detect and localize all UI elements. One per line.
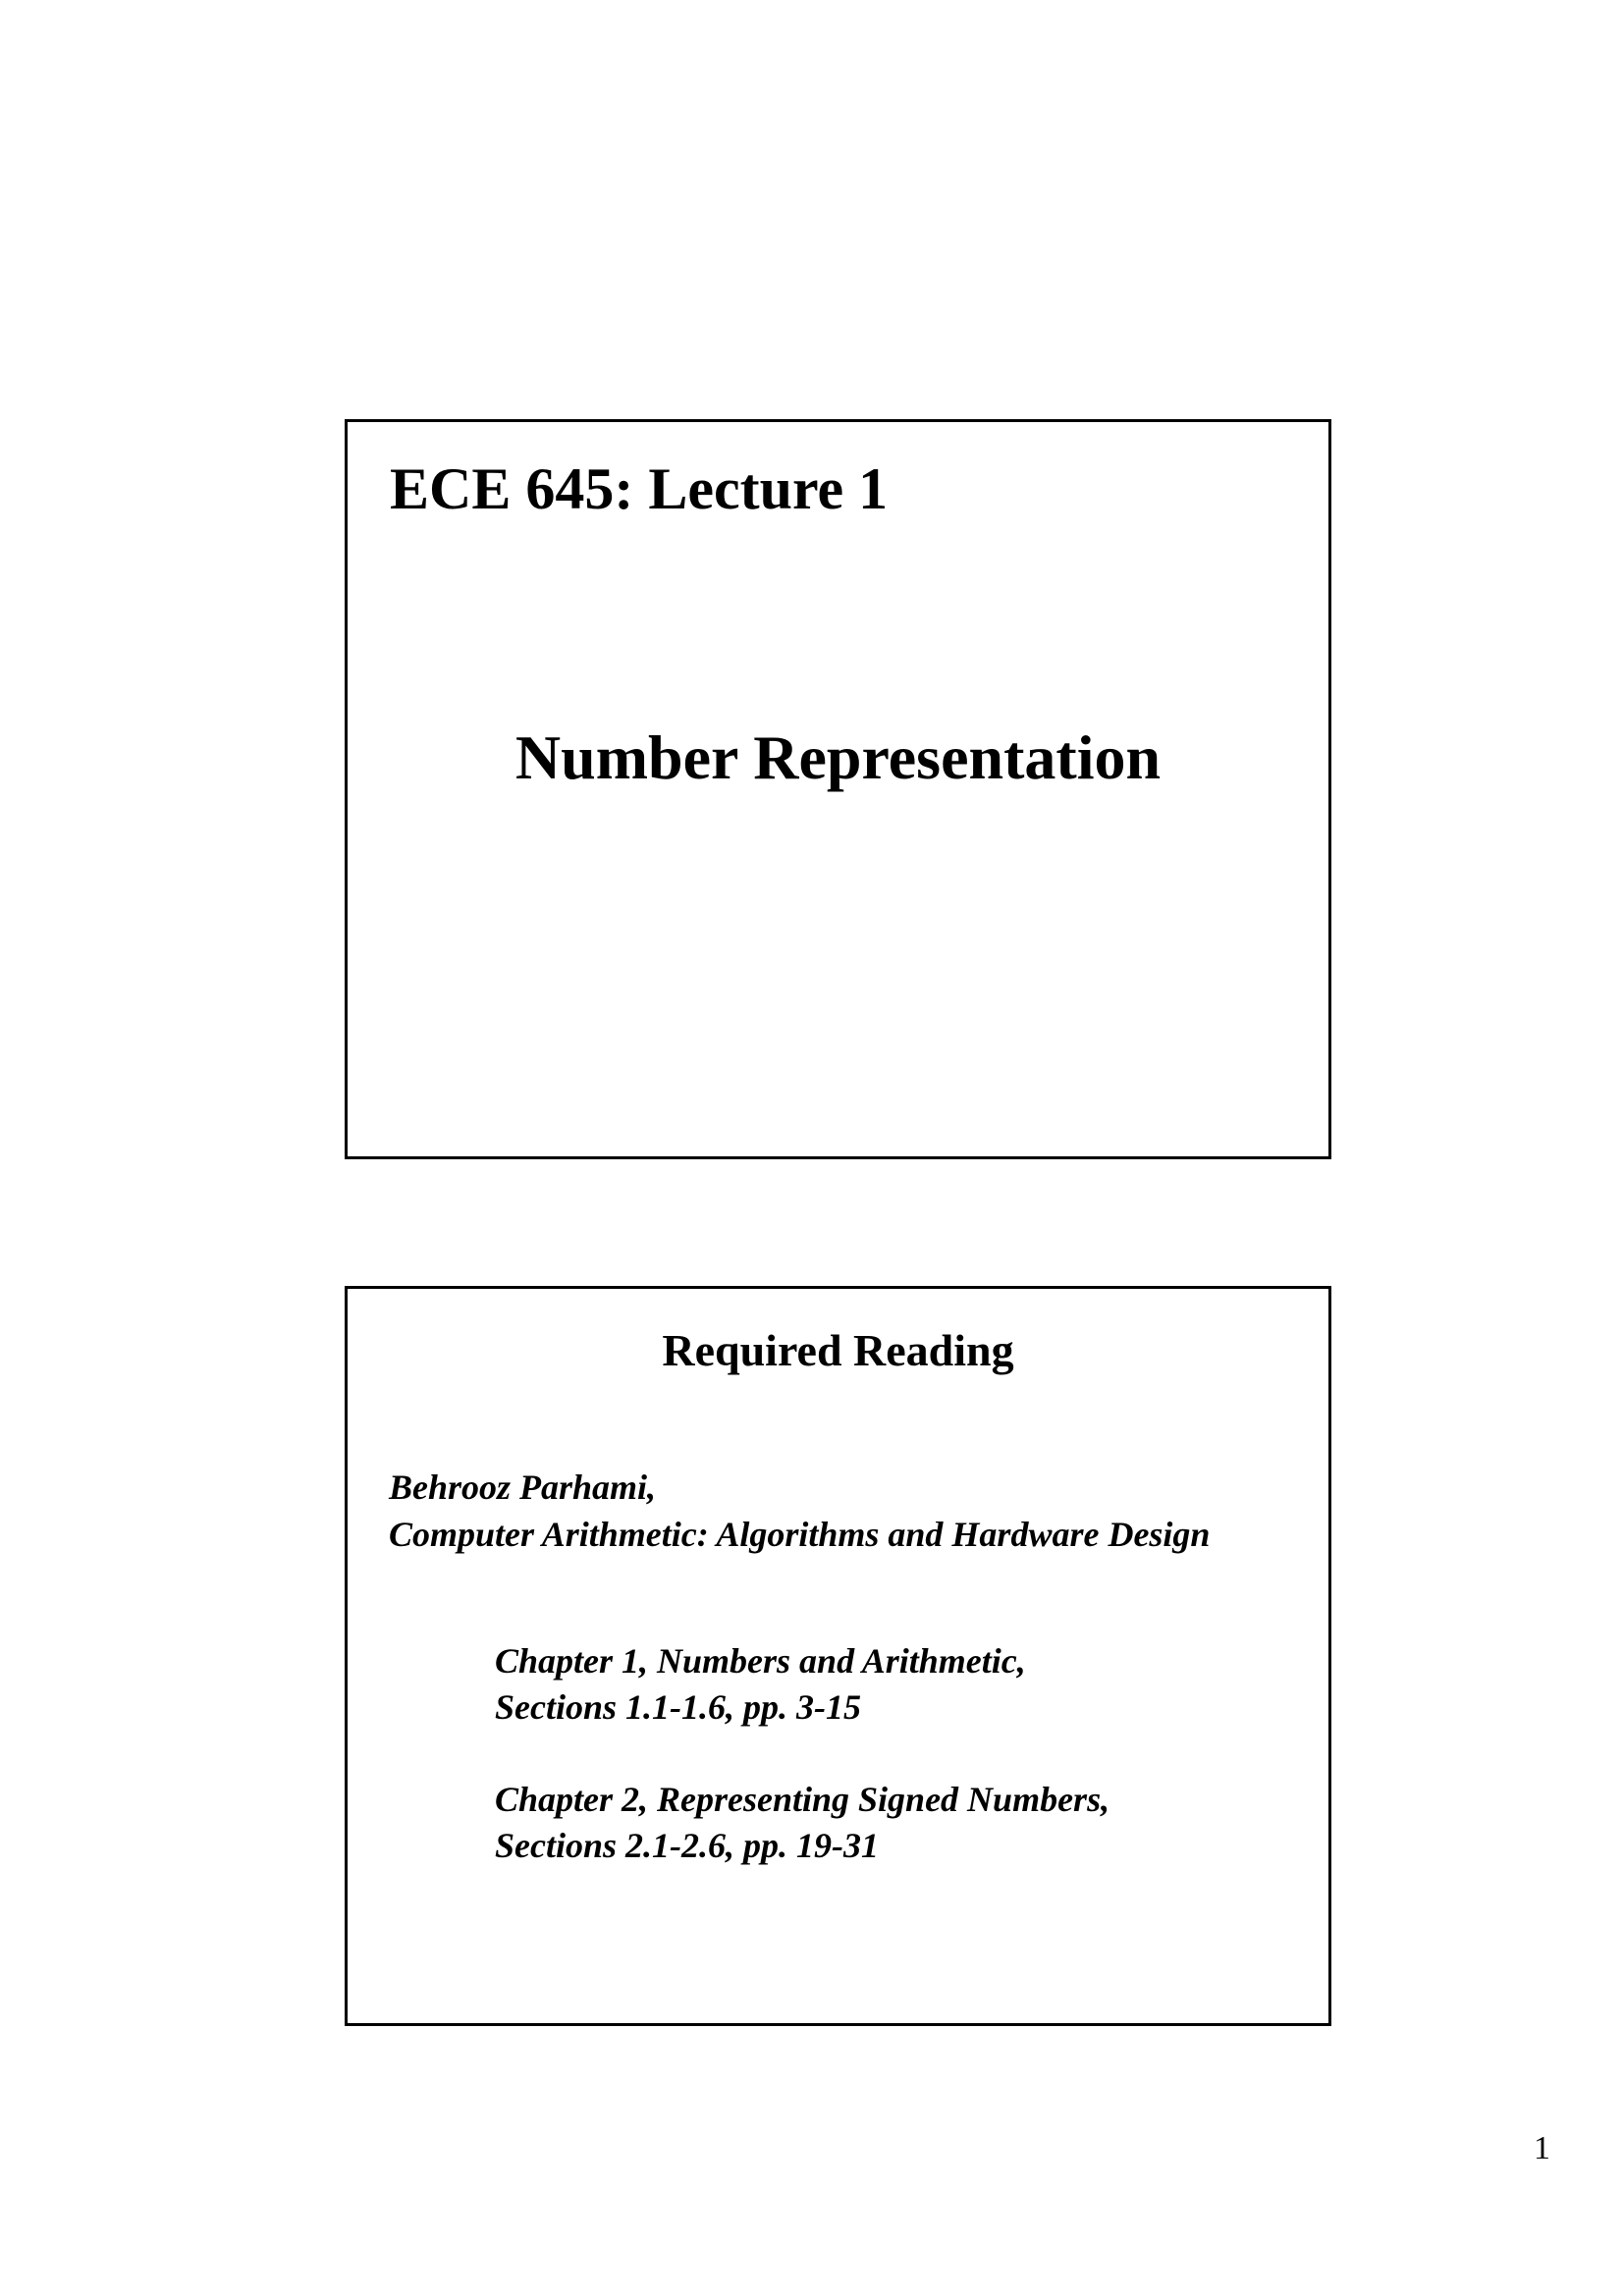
- chapter-sections: Sections 2.1-2.6, pp. 19-31: [495, 1826, 879, 1865]
- chapter-name: Chapter 1, Numbers and Arithmetic,: [495, 1641, 1026, 1681]
- chapter-list: [495, 1638, 1109, 1915]
- book-title: Computer Arithmetic: Algorithms and Hardware Design: [389, 1515, 1211, 1554]
- chapter-name: Chapter 2, Representing Signed Numbers,: [495, 1780, 1110, 1819]
- slide-title: [345, 419, 1331, 1159]
- reading-title: Required Reading: [662, 1325, 1014, 1375]
- page-number: 1: [1534, 2130, 1550, 2166]
- slide-required-reading: [345, 1286, 1331, 2026]
- chapter-sections: Sections 1.1-1.6, pp. 3-15: [495, 1687, 861, 1727]
- book-author: Behrooz Parhami,: [389, 1468, 657, 1507]
- chapter-item: [495, 1777, 1109, 1869]
- lecture-heading: ECE 645: Lecture 1: [390, 456, 889, 521]
- book-reference: [389, 1464, 1210, 1558]
- chapter-item: [495, 1638, 1109, 1731]
- lecture-title: Number Representation: [514, 722, 1162, 792]
